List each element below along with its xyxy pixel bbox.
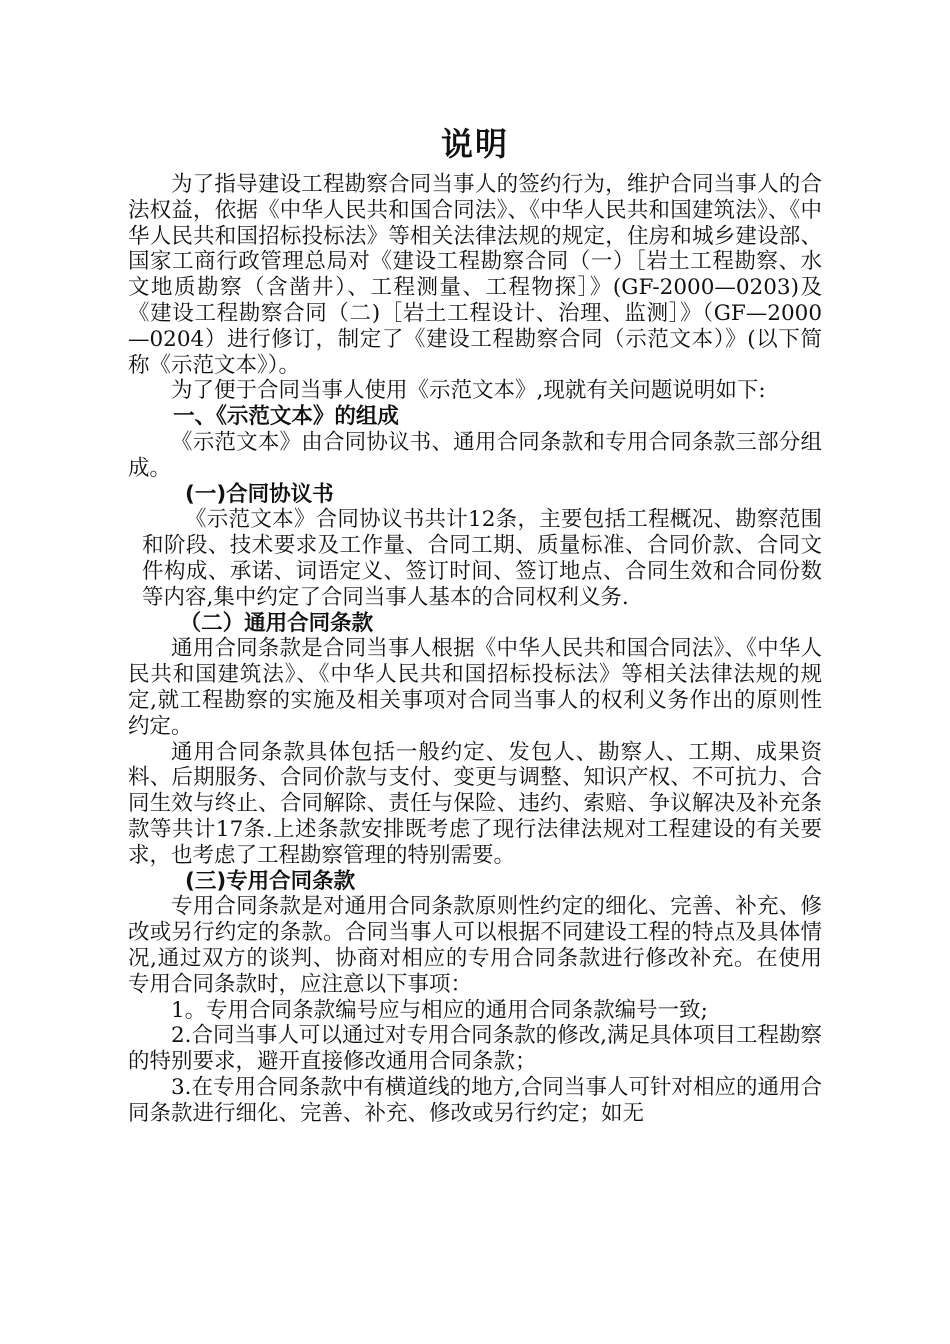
section-heading: 一、《示范文本》的组成 (173, 404, 399, 430)
intro-paragraph: 为了指导建设工程勘察合同当事人的签约行为，维护合同当事人的合法权益，依据《中华人民共和国合同法》、《中华人民共和国建筑法》、《中华人民共和国招标投标法》等相关法律法规的规定，住房和城乡建设部、国家工商行政管理总局对《建设工程勘察合同（一）［岩土工程勘察、水文地质勘察（含凿井）、工程测量、工程物探］》(GF-2000—0203)及《建设工程勘察合同（二)［岩土工程设计、治理、监测］》（GF—2000—0204）进行修订，制定了《建设工程勘察合同（示范文本）》(以下简称《示范文本》）。 (128, 172, 822, 378)
composition-paragraph: 《示范文本》由合同协议书、通用合同条款和专用合同条款三部分组成。 (128, 429, 822, 481)
general-terms-contents-paragraph: 通用合同条款具体包括一般约定、发包人、勘察人、工期、成果资料、后期服务、合同价款与支付、变更与调整、知识产权、不可抗力、合同生效与终止、合同解除、责任与保险、违约、索赔、争议解决及补充条款等共计17条.上述条款安排既考虑了现行法律法规对工程建设的有关要求，也考虑了工程勘察管理的特别需要。 (128, 739, 822, 868)
usage-paragraph: 为了便于合同当事人使用《示范文本》,现就有关问题说明如下: (171, 378, 766, 404)
page-title: 说明 (440, 125, 509, 163)
subsection-heading-general-terms: （二）通用合同条款 (179, 610, 374, 636)
subsection-heading-agreement: (一)合同协议书 (185, 481, 334, 507)
list-item: 2.合同当事人可以通过对专用合同条款的修改,满足具体项目工程勘察的特别要求，避开直接修改通用合同条款； (128, 1023, 822, 1075)
document-body (128, 172, 822, 1126)
subsection-heading-special-terms: (三)专用合同条款 (185, 868, 356, 894)
special-terms-paragraph: 专用合同条款是对通用合同条款原则性约定的细化、完善、补充、修改或另行约定的条款。合同当事人可以根据不同建设工程的特点及具体情况,通过双方的谈判、协商对相应的专用合同条款进行修改补充。在使用专用合同条款时，应注意以下事项： (128, 894, 822, 997)
agreement-paragraph: 《示范文本》合同协议书共计12条，主要包括工程概况、勘察范围和阶段、技术要求及工作量、合同工期、质量标准、合同价款、合同文件构成、承诺、词语定义、签订时间、签订地点、合同生效和合同份数等内容,集中约定了合同当事人基本的合同权利义务. (142, 507, 822, 610)
list-item: 1。专用合同条款编号应与相应的通用合同条款编号一致; (171, 997, 708, 1023)
general-terms-paragraph: 通用合同条款是合同当事人根据《中华人民共和国合同法》、《中华人民共和国建筑法》、《中华人民共和国招标投标法》等相关法律法规的规定,就工程勘察的实施及相关事项对合同当事人的权利义务作出的原则性约定。 (128, 636, 822, 739)
list-item: 3.在专用合同条款中有横道线的地方,合同当事人可针对相应的通用合同条款进行细化、完善、补充、修改或另行约定；如无 (128, 1074, 822, 1126)
